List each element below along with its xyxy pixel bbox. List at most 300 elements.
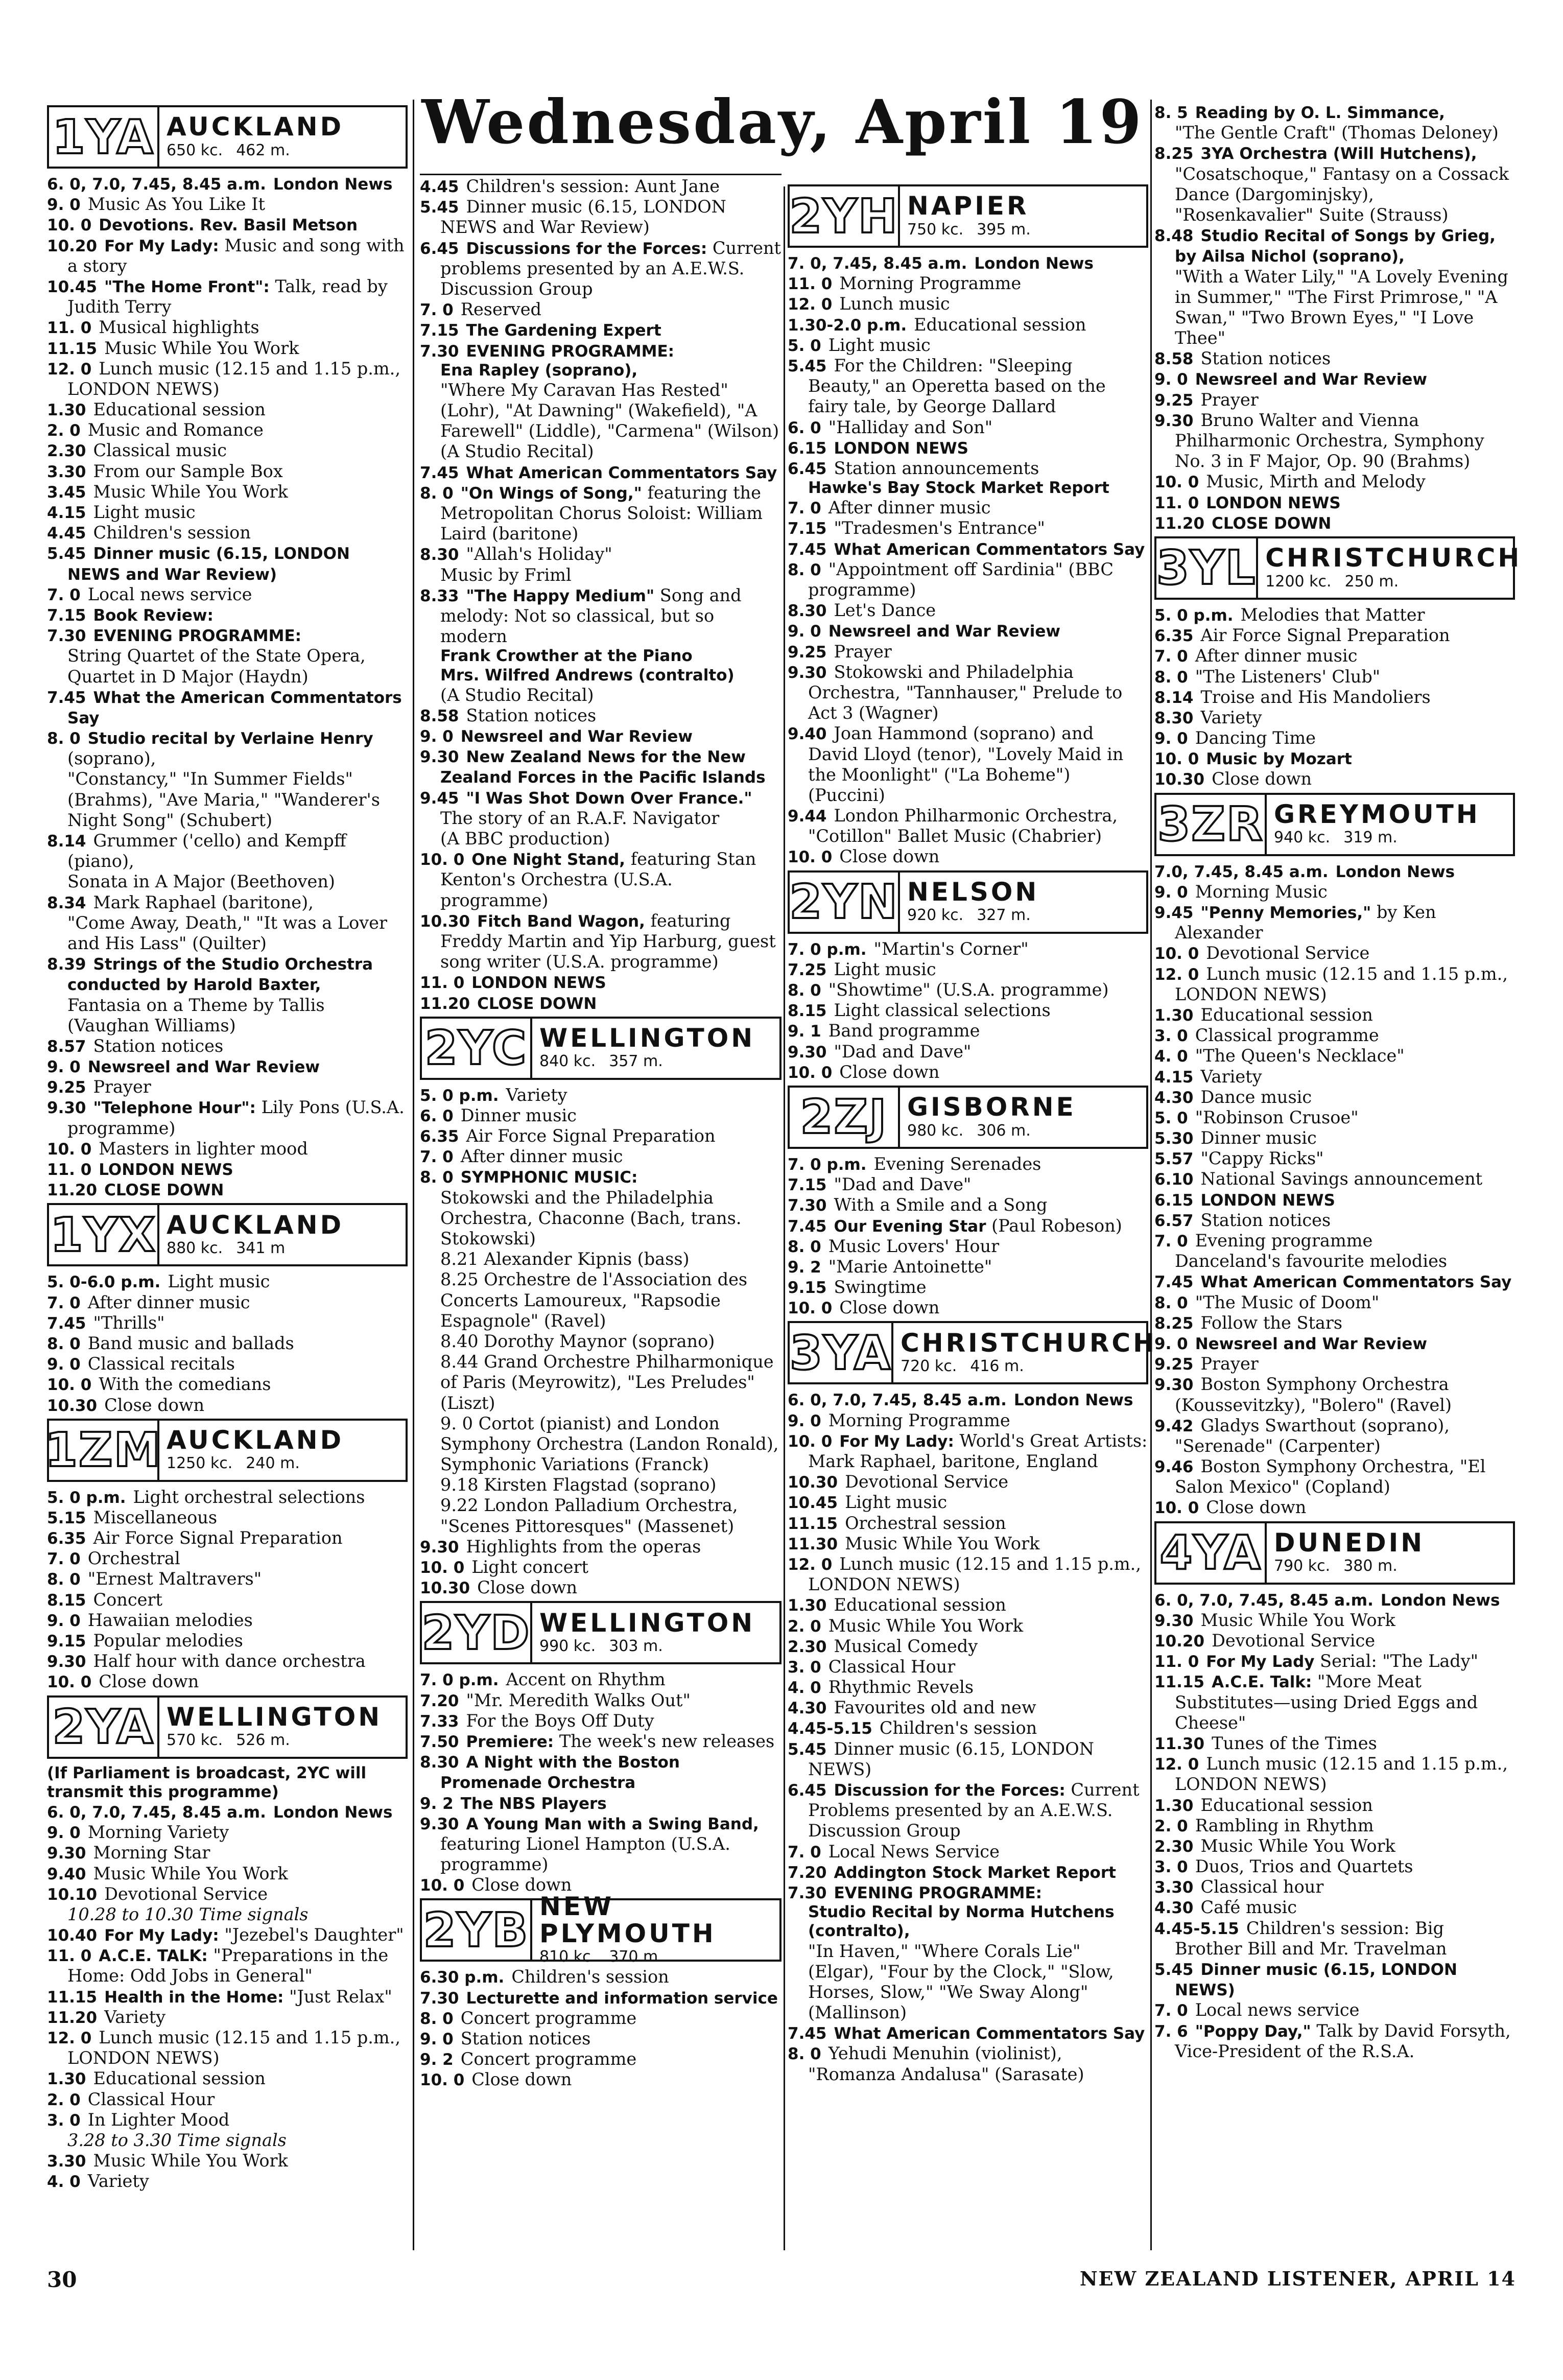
programme-entry [788,2023,1148,2043]
programme-entry [47,1569,408,1589]
programme-entry [47,543,408,584]
programme-entry [1154,667,1515,687]
station-frequency [539,1947,779,1967]
programme-time: 11. 0 [420,974,465,993]
programme-entry [47,1271,408,1292]
programme-entry [47,317,408,338]
programme-description: Local News Service [828,1841,1000,1861]
station-header [1154,1521,1515,1585]
station-name: NEW PLYMOUTH [539,1892,716,1948]
programme-detail: Danceland's favourite melodies [1175,1251,1448,1271]
programme-detail: 8.25 Orchestre de l'Association des Concerts Lamoureux, "Rapsodie Espagnole" (Ravel) [440,1269,748,1331]
programme-title: CLOSE DOWN [477,994,597,1013]
programme-title: Newsreel and War Review [460,727,693,746]
programme-time: 9. 0 [1154,1334,1188,1353]
programme-detail: "Come Away, Death," "It was a Lover and His Lass" (Quilter) [67,912,387,953]
programme-description: Children's session: Big Brother Bill and Mr. Travelman [1175,1918,1447,1959]
programme-time: 3. 0 [1154,1858,1188,1877]
programme-time: 12. 0 [788,295,833,314]
programme-detail: Hawke's Bay Stock Market Report [808,479,1109,498]
programme-title: Fitch Band Wagon, [477,912,645,931]
programme-entry [1154,513,1515,533]
programme-time: 3.30 [1154,1878,1194,1897]
programme-time: 11.15 [788,1514,838,1533]
station-frequency [907,905,1146,925]
programme-time: 8. 0 [788,981,821,1000]
station-wavelength: 250 m. [1344,572,1399,591]
programme-time: 7. 0 [788,1843,821,1861]
programme-entry [420,2069,781,2090]
programme-description: Light music [834,959,936,979]
programme-entry [788,1718,1148,1738]
programme-title: London News [1013,1391,1133,1410]
programme-time: 9.25 [47,1078,86,1097]
programme-entry [47,235,408,276]
programme-time: 7.15 [788,1176,827,1195]
programme-entry [788,621,1148,641]
programme-description: Light music [845,1492,948,1513]
programme-time: 9. 0 [788,622,821,641]
programme-time: 10. 0 [788,1299,833,1318]
programme-title: LONDON NEWS [834,439,968,458]
column-divider [784,186,785,2250]
programme-entry [420,1537,781,1557]
programme-detail: Mrs. Wilfred Andrews (contralto) [440,666,735,685]
programme-description: Morning Variety [87,1822,229,1843]
programme-time: 6.15 [788,439,827,458]
programme-time: 10. 0 [788,1432,833,1451]
programme-description: With the comedians [99,1374,271,1395]
programme-description: Talk by David Forsyth, Vice-President of the R.S.A. [1175,2020,1511,2061]
programme-title: EVENING PROGRAMME: [834,1883,1043,1902]
programme-time: 10.40 [47,1926,98,1945]
programme-entry [1154,1795,1515,1816]
programme-description: "Thrills" [93,1312,165,1333]
programme-time: 7.30 [788,1883,827,1902]
programme-entry [1154,348,1515,369]
programme-time: 10.10 [47,1885,98,1904]
programme-detail: 8.21 Alexander Kipnis (bass) [440,1249,690,1269]
programme-description: Lunch music (12.15 and 1.15 p.m., LONDON NEWS) [67,358,400,399]
programme-title: Book Review: [93,606,214,625]
programme-description: Swingtime [834,1277,927,1298]
programme-description: Music While You Work [1200,1835,1395,1856]
programme-description: Music and Romance [87,420,264,440]
programme-time: 1.30 [1154,1796,1194,1815]
station-info [900,873,1146,932]
programme-description: Classical Hour [828,1656,956,1677]
programme-entry [788,1636,1148,1657]
programme-description: Rhythmic Revels [828,1677,974,1698]
programme-description: Musical Comedy [834,1636,978,1656]
programme-entry [420,1813,781,1875]
programme-time: 10. 0 [788,848,833,867]
programme-entry [788,438,1148,458]
programme-description: Classical programme [1195,1025,1379,1046]
programme-description: Music While You Work [93,1863,288,1883]
programme-entry [420,1167,781,1187]
programme-description: Devotional Service [104,1883,268,1904]
programme-time: 9.30 [47,1653,86,1671]
station-note: (If Parliament is broadcast, 2YC will transmit this programme) [47,1763,367,1801]
programme-time: 7. 0 p.m. [788,1155,867,1174]
programme-time: 11.20 [47,2008,98,2027]
programme-entry [420,2008,781,2029]
programme-entry [788,1472,1148,1492]
programme-detail: (A BBC production) [440,829,610,849]
programme-entry [1154,1918,1515,1959]
programme-entry [1154,728,1515,748]
programme-description: Tunes of the Times [1212,1733,1377,1753]
programme-time: 6.57 [1154,1211,1194,1230]
column-divider [413,100,414,2250]
station-frequency [1274,828,1513,847]
column-1 [44,102,408,2192]
programme-entry [47,1843,408,1863]
programme-time: 6.35 [47,1529,86,1548]
programme-time: 7. 0 [47,1550,81,1569]
programme-entry [420,1988,781,2008]
programme-time: 8. 5 [1154,104,1188,122]
station-header [47,1203,408,1266]
station-wavelength: 462 m. [236,141,290,159]
programme-entry [47,2110,408,2130]
station-wavelength: 357 m. [609,1052,663,1071]
programme-detail: "Cosatschoque," Fantasy on a Cossack Dance (Dargominjsky), "Rosenkavalier" Suite (Strauss) [1175,163,1509,225]
programme-description: Children's session: Aunt Jane [466,176,720,196]
programme-time: 9. 0 [1154,883,1188,902]
programme-time: 7. 0 [1154,1232,1188,1251]
station-kc: 650 kc. [167,141,223,159]
programme-time: 7. 0 [47,1293,81,1312]
programme-description: "Robinson Crusoe" [1195,1107,1359,1127]
programme-time: 3. 0 [788,1658,821,1677]
programme-time: 7. 0 p.m. [420,1671,499,1690]
programme-entry [47,1159,408,1180]
programme-time: 9. 2 [420,2051,454,2069]
programme-description: "Tradesmen's Entrance" [834,518,1045,538]
programme-entry [1154,964,1515,1005]
station-name: GISBORNE [907,1092,1076,1122]
programme-entry [420,1126,781,1146]
programme-entry [788,559,1148,600]
programme-time: 8. 0 [1154,1293,1188,1312]
programme-detail: "With a Water Lily," "A Lovely Evening in Summer," "The First Primrose," "A Swan," "Two Brown Eyes," "I Love Thee" [1175,266,1508,348]
programme-entry [788,642,1148,662]
programme-entry [420,972,781,993]
programme-entry [788,1595,1148,1615]
station-header [420,1017,781,1080]
programme-entry [420,1711,781,1731]
programme-description: "Cappy Ricks" [1200,1148,1324,1169]
programme-entry [788,980,1148,1000]
programme-entry [1154,2021,1515,2062]
programme-description: Lunch music (12.15 and 1.15 p.m., LONDON NEWS) [1175,1754,1508,1795]
programme-entry [1154,1416,1515,1456]
programme-entry [420,544,781,564]
programme-description: Close down [839,1062,940,1082]
station-frequency [167,1730,406,1750]
programme-time: 6.30 p.m. [420,1968,505,1987]
programme-time: 8.39 [47,955,86,974]
programme-description: Evening Serenades [873,1153,1041,1174]
programme-time: 10.30 [788,1473,838,1492]
programme-time: 11.30 [788,1535,838,1553]
programme-detail: Studio Recital by Norma Hutchens (contralto), [808,1903,1115,1941]
station-callsign: 2YD [422,1603,532,1662]
programme-time: 5.45 [788,357,827,375]
programme-time: 5.15 [47,1509,86,1527]
programme-entry [47,1354,408,1374]
programme-description: Mark Raphael (baritone), [93,892,314,912]
programme-time: 9. 0 [420,2030,454,2048]
programme-entry [420,1557,781,1577]
programme-description: Hawaiian melodies [87,1610,253,1630]
programme-time: 5.57 [1154,1150,1194,1169]
programme-time: 10. 0 [1154,945,1199,963]
programme-title: EVENING PROGRAMME: [466,342,675,361]
programme-description: Prayer [1200,389,1259,410]
station-info [532,1892,779,1966]
programme-entry [788,294,1148,314]
station-header [420,1892,781,1966]
programme-time: 8.30 [1154,709,1194,727]
programme-time: 8.58 [420,706,459,725]
programme-entry [1154,1877,1515,1897]
programme-time: 9.25 [1154,391,1194,410]
programme-time: 9.30 [47,1099,86,1118]
programme-entry [47,1180,408,1200]
programme-time: 8.15 [788,1002,827,1021]
programme-description: Music As You Like It [87,194,265,215]
programme-entry [420,849,781,911]
programme-entry [47,1313,408,1333]
station-frequency [539,1051,779,1071]
programme-time: 9.30 [788,663,827,682]
programme-time: 7.30 [420,342,459,361]
programme-entry [788,1513,1148,1534]
programme-title: Newsreel and War Review [1195,1334,1427,1353]
programme-entry [1154,1231,1515,1251]
programme-description: Educational session [914,314,1086,335]
station-frequency [907,220,1146,240]
programme-description: Educational session [1200,1004,1373,1025]
programme-time: 7. 0 [420,1148,454,1167]
programme-description: Local news service [1195,2000,1360,2020]
programme-detail: "The Gentle Craft" (Thomas Deloney) [1175,123,1499,143]
programme-description: In Lighter Mood [87,2109,230,2130]
station-callsign: 3YA [790,1323,893,1382]
programme-time: 8.58 [1154,350,1194,369]
programme-description: Let's Dance [834,600,936,621]
programme-entry [1154,1046,1515,1066]
station-callsign: 2YC [422,1019,532,1078]
programme-description: Melodies that Matter [1240,604,1425,625]
programme-entry [788,662,1148,724]
programme-time: 7.30 [788,1196,827,1215]
programme-description: featuring the Metropolitan Chorus Soloist: William Laird (baritone) [440,482,763,544]
programme-description: After dinner music [87,1292,250,1312]
programme-time: 1.30 [47,401,86,420]
programme-time: 2. 0 [47,421,81,440]
programme-description: Station notices [1200,1210,1331,1230]
programme-time: 8. 0 [420,1168,454,1187]
programme-time: 5. 0 [1154,1109,1188,1127]
programme-entry [47,215,408,235]
station-callsign: 3ZR [1156,795,1267,854]
programme-time: 8.33 [420,586,459,605]
programme-time: 6. 0, 7.0, 7.45, 8.45 a.m. [1154,1591,1373,1610]
station-kc: 920 kc. [907,906,964,925]
programme-time: 12. 0 [47,2029,92,2047]
programme-time: 3.45 [47,483,86,502]
programme-entry [1154,882,1515,902]
programme-description: Morning Star [93,1843,210,1863]
programme-time: 5. 0 p.m. [47,1488,126,1507]
programme-description: Prayer [834,641,892,662]
programme-description: Concert [93,1589,162,1610]
programme-time: 10.20 [47,237,98,255]
station-wavelength: 240 m. [246,1454,300,1473]
station-kc: 810 kc. [539,1948,596,1966]
programme-time: 9.25 [788,643,827,662]
programme-time: 9.25 [1154,1355,1194,1374]
programme-time: 9.30 [788,1043,827,1062]
programme-title: "The Happy Medium" [466,586,655,605]
programme-time: 6.35 [420,1127,459,1146]
station-name: NAPIER [907,191,1029,221]
programme-title: CLOSE DOWN [1212,514,1332,533]
programme-description: Light concert [471,1557,588,1577]
publication-line: NEW ZEALAND LISTENER, APRIL 14 [1079,2267,1516,2290]
station-callsign: 3YL [1156,538,1258,598]
programme-title: Reading by O. L. Simmance, [1195,104,1445,122]
programme-description: (Paul Robeson) [986,1215,1122,1236]
programme-title: For My Lady: [104,1926,219,1945]
programme-entry [788,1862,1148,1882]
station-header [47,1695,408,1759]
programme-time: 6. 0, 7.0, 7.45, 8.45 a.m. [47,1803,266,1822]
programme-entry [788,1677,1148,1698]
programme-title: What American Commentators Say [1200,1273,1512,1292]
programme-time: 6. 0, 7.0, 7.45, 8.45 a.m. [47,175,266,194]
programme-time: 5.45 [788,1740,827,1759]
programme-description: For the Boys Off Duty [466,1710,654,1731]
programme-entry [1154,1816,1515,1836]
programme-time: 11. 0 [47,319,92,338]
programme-time: 7. 0 [788,499,821,518]
programme-entry [420,462,781,483]
programme-entry [47,2007,408,2028]
station-kc: 980 kc. [907,1121,964,1140]
programme-description: Close down [1206,1497,1307,1518]
programme-time: 5.45 [420,198,459,217]
station-name: AUCKLAND [167,112,344,142]
programme-time: 8.15 [47,1591,86,1610]
station-callsign: 4YA [1156,1523,1267,1583]
programme-entry [420,341,781,361]
programme-title: LONDON NEWS [99,1161,233,1179]
station-wavelength: 319 m. [1343,829,1398,847]
programme-description: Variety [1200,707,1262,727]
programme-entry [47,1864,408,1884]
programme-description: Talk, read by Judith Terry [67,276,388,317]
programme-time: 4. 0 [1154,1047,1188,1066]
programme-detail: Sonata in A Major (Beethoven) [67,871,335,892]
programme-entry [788,1257,1148,1277]
programme-title: What American Commentators Say [834,540,1145,559]
programme-time: 9. 0 [47,1611,81,1630]
programme-time: 6.45 [788,459,827,478]
programme-time: 3.30 [47,2152,86,2171]
programme-time: 8. 0 [1154,668,1188,687]
programme-description: Classical recitals [87,1354,235,1374]
programme-description: Educational session [93,2068,266,2089]
programme-description: Dinner music (6.15, LONDON NEWS) [808,1738,1094,1779]
programme-entry [788,600,1148,621]
programme-description: "Showtime" (U.S.A. programme) [828,980,1109,1000]
programme-description: Popular melodies [93,1631,243,1651]
programme-detail: Quartet in D Major (Haydn) [67,666,309,687]
station-header [788,1321,1157,1384]
programme-title: Studio recital by Verlaine Henry [87,729,373,748]
programme-description: Music and song with a story [67,235,405,276]
programme-description: Music While You Work [828,1615,1024,1636]
programme-time: 10.45 [788,1494,838,1513]
station-header [1154,793,1515,856]
station-wavelength: 341 m [236,1239,286,1258]
station-callsign: 1YA [49,107,159,167]
programme-description: Half hour with dance orchestra [93,1651,366,1671]
programme-time: 7.45 [420,463,459,482]
programme-time: 4.45-5.15 [1154,1919,1239,1938]
station-info [1267,1523,1513,1583]
station-info [900,1088,1146,1147]
station-kc: 790 kc. [1274,1557,1331,1575]
programme-entry [47,1139,408,1159]
programme-time: 11.15 [47,339,98,358]
programme-time: 10. 0 [47,1673,92,1692]
programme-time: 3. 0 [47,2111,81,2130]
programme-entry [788,1154,1148,1174]
programme-time: 9.45 [1154,904,1194,922]
station-callsign: 2YN [790,873,900,932]
programme-time: 1.30 [47,2070,86,2089]
programme-time: 7.15 [47,606,86,625]
station-callsign: 2YA [49,1698,159,1757]
programme-time: 11.20 [47,1181,98,1200]
programme-entry [1154,369,1515,389]
programme-title: London News [273,1803,393,1822]
page-number: 30 [47,2267,77,2292]
programme-entry [1154,1087,1515,1107]
station-info [900,186,1146,246]
programme-detail: Music by Friml [440,564,572,585]
programme-description: With a Smile and a Song [834,1195,1048,1215]
programme-time: 7.15 [420,321,459,340]
programme-entry [788,1021,1148,1041]
programme-entry [788,1277,1148,1298]
programme-time: 8. 0 [47,1334,81,1353]
programme-title: Newsreel and War Review [87,1058,320,1077]
programme-description: Variety [104,2007,166,2027]
programme-entry [47,359,408,399]
programme-time: 7.25 [788,960,827,979]
programme-time: 4.30 [1154,1088,1194,1107]
programme-description: (soprano), [67,748,156,769]
programme-time: 4.15 [47,504,86,522]
station-wavelength: 395 m. [977,220,1031,239]
